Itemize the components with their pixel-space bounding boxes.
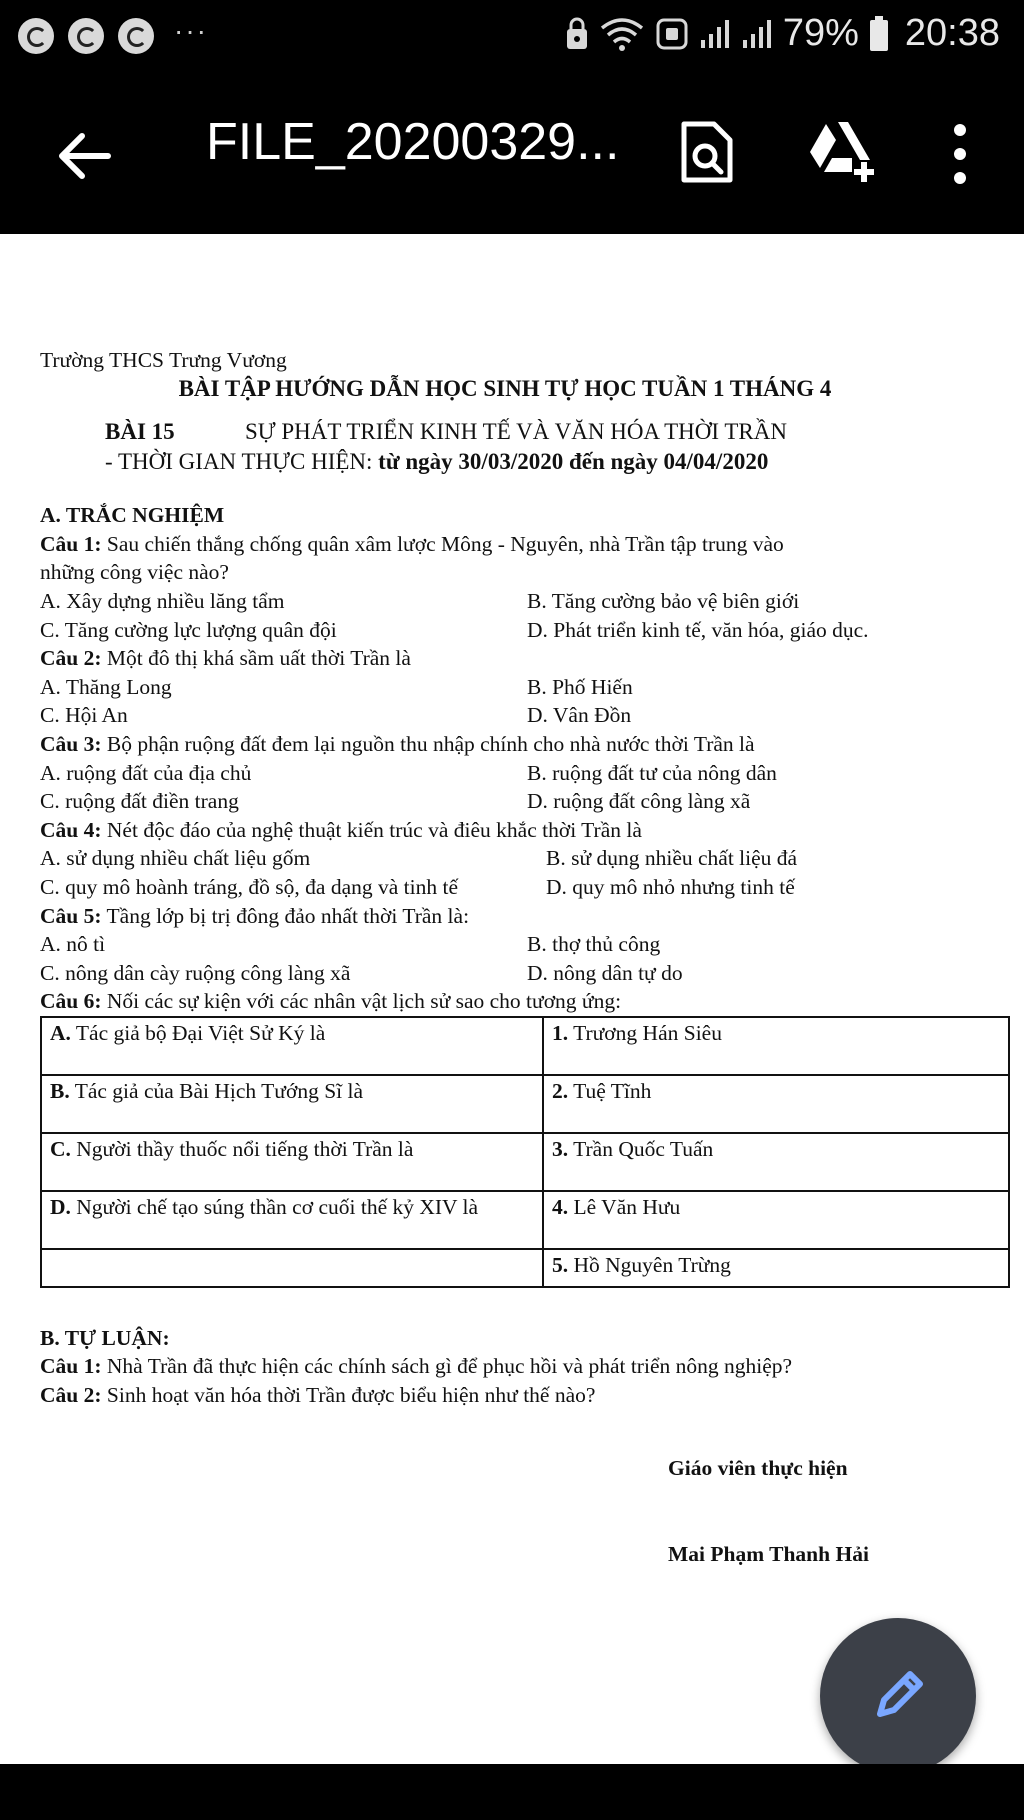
notification-icon <box>68 18 104 54</box>
q4-option-d: D. quy mô nhỏ nhưng tinh tế <box>546 874 795 899</box>
match-right-5: 5. Hồ Nguyên Trừng <box>543 1249 1009 1287</box>
q5-options-cd <box>40 959 1010 988</box>
more-notifications-icon: ··· <box>174 15 208 46</box>
match-right-2: 2. Tuệ Tĩnh <box>543 1075 1009 1133</box>
match-right-1: 1. Trương Hán Siêu <box>543 1017 1009 1075</box>
match-left-b: B. Tác giả của Bài Hịch Tướng Sĩ là <box>41 1075 543 1133</box>
q5-text: Tầng lớp bị trị đông đảo nhất thời Trần là: <box>101 903 470 928</box>
q1-option-d: D. Phát triển kinh tế, văn hóa, giáo dục. <box>527 617 869 642</box>
question-3 <box>40 730 1010 759</box>
match-left-d: D. Người chế tạo súng thần cơ cuối thế kỷ XIV là <box>41 1191 543 1249</box>
battery-percent: 79% <box>782 12 859 54</box>
q1-label: Câu 1: <box>40 531 102 556</box>
notification-area <box>18 15 208 54</box>
q2-label: Câu 2: <box>40 646 102 671</box>
edit-pencil-icon <box>866 1664 930 1728</box>
drive-add-icon[interactable] <box>806 118 876 184</box>
question-4 <box>40 816 1010 845</box>
q5-options-ab <box>40 930 1010 959</box>
b1-text: Nhà Trần đã thực hiện các chính sách gì để phục hồi và phát triển nông nghiệp? <box>101 1354 793 1379</box>
q2-options-ab <box>40 673 1010 702</box>
q4-option-b: B. sử dụng nhiều chất liệu đá <box>546 846 798 871</box>
q5-option-b: B. thợ thủ công <box>527 932 661 957</box>
question-2 <box>40 644 1010 673</box>
battery-icon <box>869 16 889 52</box>
q4-options-ab <box>40 844 1010 873</box>
section-a-title: A. TRẮC NGHIỆM <box>40 503 225 528</box>
q4-options-cd <box>40 873 1010 902</box>
q4-label: Câu 4: <box>40 817 102 842</box>
b1-label: Câu 1: <box>40 1354 102 1379</box>
lesson-number: BÀI 15 <box>105 419 175 445</box>
q3-option-b: B. ruộng đất tư của nông dân <box>527 760 777 785</box>
q4-text: Nét độc đáo của nghệ thuật kiến trúc và điêu khắc thời Trần là <box>101 817 642 842</box>
question-6 <box>40 987 1010 1016</box>
status-bar <box>0 0 1024 74</box>
match-left-a: A. Tác giả bộ Đại Việt Sử Ký là <box>41 1017 543 1075</box>
teacher-label: Giáo viên thực hiện <box>668 1455 848 1480</box>
q1-option-a: A. Xây dựng nhiều lăng tẩm <box>40 588 285 613</box>
q6-text: Nối các sự kiện với các nhân vật lịch sử sao cho tương ứng: <box>101 989 622 1014</box>
q5-label: Câu 5: <box>40 903 102 928</box>
file-title: FILE_20200329... <box>206 113 620 171</box>
q2-option-d: D. Vân Đồn <box>527 703 632 728</box>
q2-options-cd <box>40 701 1010 730</box>
signal-icon <box>741 18 773 50</box>
q1-text: Sau chiến thắng chống quân xâm lược Mông - Nguyên, nhà Trần tập trung vào <box>101 531 784 556</box>
q4-option-c: C. quy mô hoành tráng, đồ sộ, đa dạng và tinh tế <box>40 874 458 899</box>
school-name: Trường THCS Trưng Vương <box>40 348 287 372</box>
notification-icon <box>18 18 54 54</box>
nfc-icon <box>655 17 689 51</box>
match-left-empty <box>41 1249 543 1287</box>
q3-options-ab <box>40 759 1010 788</box>
q3-option-a: A. ruộng đất của địa chủ <box>40 760 252 785</box>
match-left-c: C. Người thầy thuốc nổi tiếng thời Trần là <box>41 1133 543 1191</box>
signal-icon <box>699 18 731 50</box>
time-label: - THỜI GIAN THỰC HIỆN: <box>105 449 379 475</box>
q3-options-cd <box>40 787 1010 816</box>
section-b-title: B. TỰ LUẬN: <box>40 1325 170 1350</box>
lesson-header <box>105 417 1010 477</box>
q5-option-c: C. nông dân cày ruộng công làng xã <box>40 960 351 985</box>
q1-options-ab <box>40 587 1010 616</box>
more-vert-icon[interactable] <box>945 122 975 186</box>
document-content <box>40 346 1010 1569</box>
q2-text: Một đô thị khá sầm uất thời Trần là <box>101 646 411 671</box>
q2-option-c: C. Hội An <box>40 703 128 728</box>
match-right-3: 3. Trần Quốc Tuấn <box>543 1133 1009 1191</box>
q3-text: Bộ phận ruộng đất đem lại nguồn thu nhập chính cho nhà nước thời Trần là <box>101 731 755 756</box>
q4-option-a: A. sử dụng nhiều chất liệu gốm <box>40 846 311 871</box>
q1-text-cont: những công việc nào? <box>40 560 229 585</box>
q2-option-a: A. Thăng Long <box>40 674 172 699</box>
b2-text: Sinh hoạt văn hóa thời Trần được biểu hiện như thế nào? <box>101 1383 596 1408</box>
edit-fab-button[interactable] <box>820 1618 976 1774</box>
question-1 <box>40 530 1010 559</box>
q3-label: Câu 3: <box>40 731 102 756</box>
q6-label: Câu 6: <box>40 989 102 1014</box>
bottom-bar <box>0 1764 1024 1820</box>
q1-options-cd <box>40 616 1010 645</box>
notification-icon <box>118 18 154 54</box>
document-heading: BÀI TẬP HƯỚNG DẪN HỌC SINH TỰ HỌC TUẦN 1 THÁNG 4 <box>178 375 832 401</box>
q2-option-b: B. Phố Hiến <box>527 674 633 699</box>
match-right-4: 4. Lê Văn Hưu <box>543 1191 1009 1249</box>
q1-option-b: B. Tăng cường bảo vệ biên giới <box>527 588 800 613</box>
back-arrow-icon[interactable] <box>52 124 116 188</box>
q3-option-d: D. ruộng đất công làng xã <box>527 789 751 814</box>
search-doc-icon[interactable] <box>678 120 736 184</box>
system-icons <box>565 12 1000 55</box>
time-value: từ ngày 30/03/2020 đến ngày 04/04/2020 <box>378 449 769 475</box>
document-page[interactable] <box>0 234 1024 1764</box>
app-bar <box>0 74 1024 234</box>
q5-option-d: D. nông dân tự do <box>527 960 683 985</box>
q5-option-a: A. nô tì <box>40 932 106 957</box>
wifi-icon <box>599 16 645 52</box>
matching-table <box>40 1016 1010 1288</box>
b2-label: Câu 2: <box>40 1383 102 1408</box>
q1-option-c: C. Tăng cường lực lượng quân đội <box>40 617 337 642</box>
essay-question-2 <box>40 1381 1010 1410</box>
clock: 20:38 <box>904 12 1000 54</box>
q3-option-c: C. ruộng đất điền trang <box>40 789 239 814</box>
lock-icon <box>565 17 589 51</box>
teacher-name: Mai Phạm Thanh Hải <box>668 1542 869 1567</box>
essay-question-1 <box>40 1352 1010 1381</box>
lesson-title: SỰ PHÁT TRIỂN KINH TẾ VÀ VĂN HÓA THỜI TRẦN <box>245 419 787 445</box>
question-5 <box>40 902 1010 931</box>
